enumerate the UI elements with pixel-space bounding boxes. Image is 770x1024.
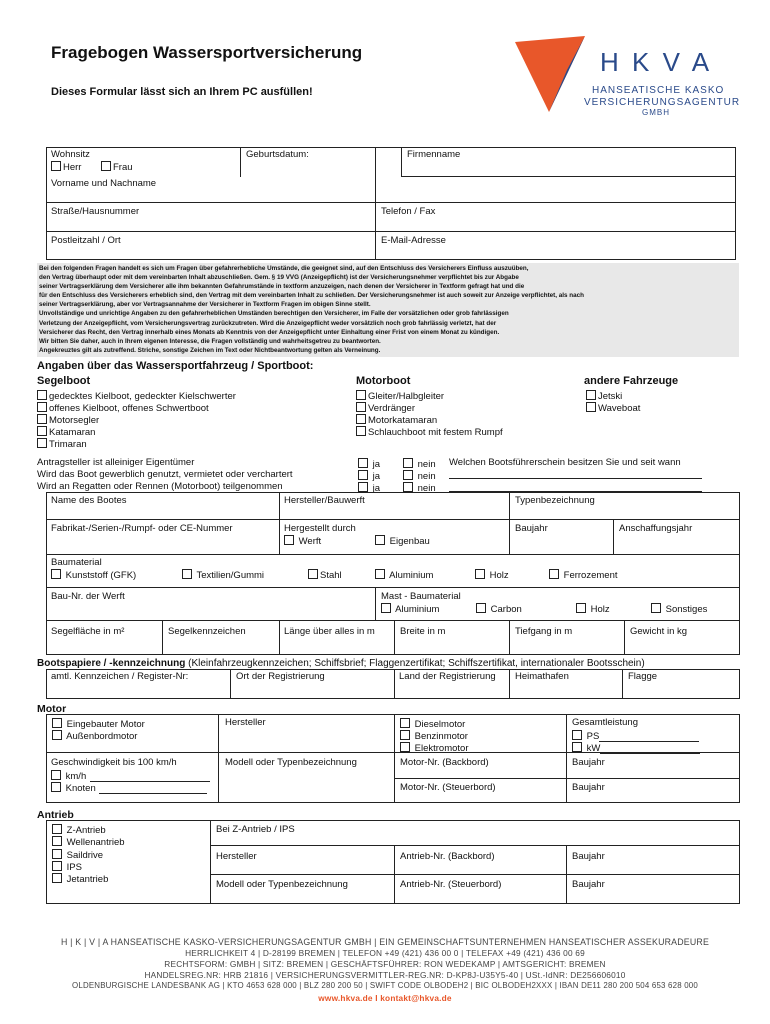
- antrieb-option[interactable]: Z-Antrieb: [52, 824, 106, 836]
- footer-line: RECHTSFORM: GMBH | SITZ: BREMEN | GESCHÄFTSFÜHRER: RON WEDEKAMP | AMTSGERICHT: BREMEN: [164, 959, 606, 969]
- ja-option[interactable]: ja: [358, 458, 380, 470]
- geschw-label: Geschwindigkeit bis 100 km/h: [51, 757, 177, 768]
- page-title: Fragebogen Wassersportversicherung: [51, 43, 363, 62]
- motor-nr-steuerbord-label: Motor-Nr. (Steuerbord): [400, 782, 496, 793]
- antrieb-option[interactable]: Jetantrieb: [52, 873, 108, 885]
- material-option[interactable]: Holz: [475, 569, 509, 581]
- fuehrerschein-line[interactable]: [449, 478, 702, 479]
- ja-option[interactable]: ja: [358, 482, 380, 494]
- gewicht-label: Gewicht in kg: [630, 626, 688, 637]
- andere-option[interactable]: Waveboat: [586, 402, 640, 414]
- papiere-col: Ort der Registrierung: [236, 671, 325, 682]
- question-eigentuemer: Antragsteller ist alleiniger Eigentümer: [37, 457, 195, 468]
- anschaffung-label: Anschaffungsjahr: [619, 523, 693, 534]
- herr-checkbox[interactable]: [51, 161, 61, 171]
- footer-line: HERRLICHKEIT 4 | D-28199 BREMEN | TELEFON +49 (421) 436 00 0 | TELEFAX +49 (421) 436 00 69: [185, 948, 585, 958]
- mast-option[interactable]: Aluminium: [381, 603, 439, 615]
- motor-baujahr-label: Baujahr: [572, 757, 605, 768]
- material-option[interactable]: Aluminium: [375, 569, 433, 581]
- boat-heading: Angaben über das Wassersportfahrzeug / Sportboot:: [37, 360, 314, 372]
- material-option[interactable]: Stahl: [308, 569, 342, 581]
- papiere-col: Flagge: [628, 671, 658, 682]
- motor-option[interactable]: Gleiter/Halbgleiter: [356, 390, 444, 402]
- antrieb-hersteller-label: Hersteller: [216, 851, 257, 862]
- footer-links[interactable]: www.hkva.de I kontakt@hkva.de: [318, 993, 452, 1003]
- papiere-col: amtl. Kennzeichen / Register-Nr:: [51, 671, 189, 682]
- baumaterial-label: Baumaterial: [51, 557, 102, 568]
- werft-option[interactable]: Werft: [284, 535, 321, 547]
- antrieb-option[interactable]: Wellenantrieb: [52, 836, 125, 848]
- motor-option[interactable]: Verdränger: [356, 402, 415, 414]
- antrieb-option[interactable]: Saildrive: [52, 849, 103, 861]
- baujahr-label: Baujahr: [515, 523, 548, 534]
- plz-label: Postleitzahl / Ort: [51, 235, 121, 246]
- motor-modell-label: Modell oder Typenbezeichnung: [225, 757, 357, 768]
- question-regatten: Wird an Regatten oder Rennen (Motorboot) teilgenommen: [37, 481, 283, 492]
- telefon-label: Telefon / Fax: [381, 206, 436, 217]
- typ-label: Typenbezeichnung: [515, 495, 595, 506]
- logo-line3: GMBH: [642, 108, 670, 117]
- mast-option[interactable]: Holz: [576, 603, 610, 615]
- footer-line: H | K | V | A HANSEATISCHE KASKO-VERSICHERUNGSAGENTUR GMBH | EIN GEMEINSCHAFTSUNTERNEHMEN HANSEATISCHER ASSEKURADEURE: [60, 937, 710, 947]
- segel-option[interactable]: Motorsegler: [37, 414, 99, 426]
- benzin-option[interactable]: Benzinmotor: [400, 730, 468, 742]
- footer-line: HANDELSREG.NR: HRB 21816 | VERSICHERUNGSVERMITTLER-REG.NR: D-KP8J-U35Y5-40 | USt.-IdNR: DE256606010: [144, 970, 626, 980]
- email-label: E-Mail-Adresse: [381, 235, 446, 246]
- papiere-col: Heimathafen: [515, 671, 569, 682]
- segelboot-heading: Segelboot: [37, 375, 91, 387]
- bei-label: Bei Z-Antrieb / IPS: [216, 824, 295, 835]
- kw-option[interactable]: kW: [572, 742, 700, 754]
- mast-option[interactable]: Carbon: [476, 603, 522, 615]
- ps-option[interactable]: PS: [572, 730, 699, 742]
- motor-hersteller-label: Hersteller: [225, 717, 266, 728]
- laenge-label: Länge über alles in m: [284, 626, 375, 637]
- herr-option[interactable]: Herr: [51, 161, 81, 173]
- segel-option[interactable]: Katamaran: [37, 426, 95, 438]
- logo-line2: VERSICHERUNGSAGENTUR: [584, 97, 741, 108]
- segel-option[interactable]: offenes Kielboot, offenes Schwertboot: [37, 402, 209, 414]
- kmh-option[interactable]: km/h: [51, 770, 210, 782]
- baunr-label: Bau-Nr. der Werft: [51, 591, 125, 602]
- question-gewerblich: Wird das Boot gewerblich genutzt, vermietet oder verchartert: [37, 469, 293, 480]
- segelflaeche-label: Segelfläche in m²: [51, 626, 125, 637]
- vorname-label: Vorname und Nachname: [51, 178, 157, 189]
- motor-nr-backbord-label: Motor-Nr. (Backbord): [400, 757, 489, 768]
- frau-option[interactable]: Frau: [101, 161, 133, 173]
- eigenbau-option[interactable]: Eigenbau: [375, 535, 430, 547]
- footer-line: OLDENBURGISCHE LANDESBANK AG | KTO 4653 628 000 | BLZ 280 200 50 | SWIFT CODE OLBODEH2 | BIC OLBODEH2XXX | IBAN DE11 280 200 504 653 628 000: [72, 981, 698, 990]
- nein-option[interactable]: nein: [403, 482, 436, 494]
- mast-label: Mast - Baumaterial: [381, 591, 461, 602]
- motor-baujahr-label: Baujahr: [572, 782, 605, 793]
- antrieb-heading: Antrieb: [37, 809, 74, 821]
- elektro-option[interactable]: Elektromotor: [400, 742, 469, 754]
- segel-option[interactable]: Trimaran: [37, 438, 87, 450]
- name-bootes-label: Name des Bootes: [51, 495, 127, 506]
- antrieb-baujahr-label: Baujahr: [572, 851, 605, 862]
- eingebaut-option[interactable]: Eingebauter Motor: [52, 718, 145, 730]
- nein-option[interactable]: nein: [403, 470, 436, 482]
- hergestellt-label: Hergestellt durch: [284, 523, 356, 534]
- andere-option[interactable]: Jetski: [586, 390, 622, 402]
- legal-notice: Bei den folgenden Fragen handelt es sich um Fragen über gefahrerhebliche Umstände, die geeignet sind, auf den Entschluss des Versicherers Einfluss auszuüben, den Vertrag überhaupt oder mit dem vereinbarten Inhalt abzuschließen. Gem. § 19 VVG (Anzeigepflicht) ist der Versicherungsnehmer verpflichtet bis zur Abgabe seiner Vertragserklärung dem Versicherer alle ihm bekannten Gefahrumstände in textform anzuzeigen, nach denen der Versicherer in Textform gefragt hat und die für den Entschluss des Versicherers erheblich sind, den Vertrag mit dem vereinbarten Inhalt zu schließen. Der Versicherungsnehmer ist auch soweit zur Anzeige verpflichtet, als nach seiner Vertragserklärung, aber vor Vertragsannahme der Versicherer in Textform Fragen im obigen Sinne stellt. Unvollständige und unrichtige Angaben zu den gefahrerheblichen Umständen berechtigen den Versicherer, im Falle der vorsätzlichen oder grob fahrlässigen Verletzung der Anzeigepflicht, vom Versicherungsvertrag zurückzutreten. Wird die Anzeigepflicht weder vorsätzlich noch grob fahrlässig verletzt, hat der Versicherer das Recht, den Vertrag innerhalb eines Monats ab Kenntnis von der Anzeigepflicht unter Einhaltung einer Frist von einem Monat zu kündigen. Wir bitten Sie daher, auch in Ihrem eigenen Interesse, die Fragen vollständig und wahrheitsgetreu zu beantworten. Angekreuztes gilt als zutreffend. Striche, sonstige Zeichen im Text oder Nichtbeantwortung gelten als Verneinung.: [37, 263, 739, 357]
- wohnsitz-label: Wohnsitz: [51, 149, 90, 160]
- antrieb-table: [46, 820, 740, 904]
- antrieb-nr-steuerbord-label: Antrieb-Nr. (Steuerbord): [400, 879, 502, 890]
- hersteller-label: Hersteller/Bauwerft: [284, 495, 365, 506]
- fuehrerschein-label: Welchen Bootsführerschein besitzen Sie und seit wann: [449, 457, 681, 468]
- firmenname-label: Firmenname: [407, 149, 461, 160]
- geburtsdatum-label: Geburtsdatum:: [246, 149, 309, 160]
- frau-checkbox[interactable]: [101, 161, 111, 171]
- diesel-option[interactable]: Dieselmotor: [400, 718, 465, 730]
- logo-letters: H K V A: [600, 47, 713, 77]
- logo-triangle-icon: [515, 36, 595, 116]
- antrieb-modell-label: Modell oder Typenbezeichnung: [216, 879, 348, 890]
- leistung-label: Gesamtleistung: [572, 717, 639, 728]
- motor-heading: Motor: [37, 703, 67, 715]
- material-option[interactable]: Ferrozement: [549, 569, 618, 581]
- andere-heading: andere Fahrzeuge: [584, 375, 679, 387]
- ja-option[interactable]: ja: [358, 470, 380, 482]
- antrieb-baujahr-label: Baujahr: [572, 879, 605, 890]
- page-subtitle: Dieses Formular lässt sich an Ihrem PC ausfüllen!: [51, 86, 313, 98]
- breite-label: Breite in m: [400, 626, 446, 637]
- nein-option[interactable]: nein: [403, 458, 436, 470]
- strasse-label: Straße/Hausnummer: [51, 206, 140, 217]
- papiere-heading: Bootspapiere / -kennzeichnung (Kleinfahrzeugkennzeichen; Schiffsbrief; Flaggenzertifikat; Schiffszertifikat, internationaler Bootsschein): [37, 658, 645, 669]
- tiefgang-label: Tiefgang in m: [515, 626, 573, 637]
- segel-option[interactable]: gedecktes Kielboot, gedeckter Kielschwerter: [37, 390, 236, 402]
- mast-option[interactable]: Sonstiges: [651, 603, 707, 615]
- material-option[interactable]: Kunststoff (GFK): [51, 569, 136, 581]
- material-option[interactable]: Textilien/Gummi: [182, 569, 264, 581]
- aussen-option[interactable]: Außenbordmotor: [52, 730, 137, 742]
- antrieb-nr-backbord-label: Antrieb-Nr. (Backbord): [400, 851, 495, 862]
- antrieb-option[interactable]: IPS: [52, 861, 82, 873]
- motor-option[interactable]: Motorkatamaran: [356, 414, 437, 426]
- segelkennzeichen-label: Segelkennzeichen: [168, 626, 246, 637]
- motorboot-heading: Motorboot: [356, 375, 411, 387]
- motor-option[interactable]: Schlauchboot mit festem Rumpf: [356, 426, 503, 438]
- papiere-col: Land der Registrierung: [399, 671, 496, 682]
- knoten-option[interactable]: Knoten: [51, 782, 207, 794]
- fabrikat-label: Fabrikat-/Serien-/Rumpf- oder CE-Nummer: [51, 523, 233, 534]
- logo-line1: HANSEATISCHE KASKO: [592, 85, 725, 96]
